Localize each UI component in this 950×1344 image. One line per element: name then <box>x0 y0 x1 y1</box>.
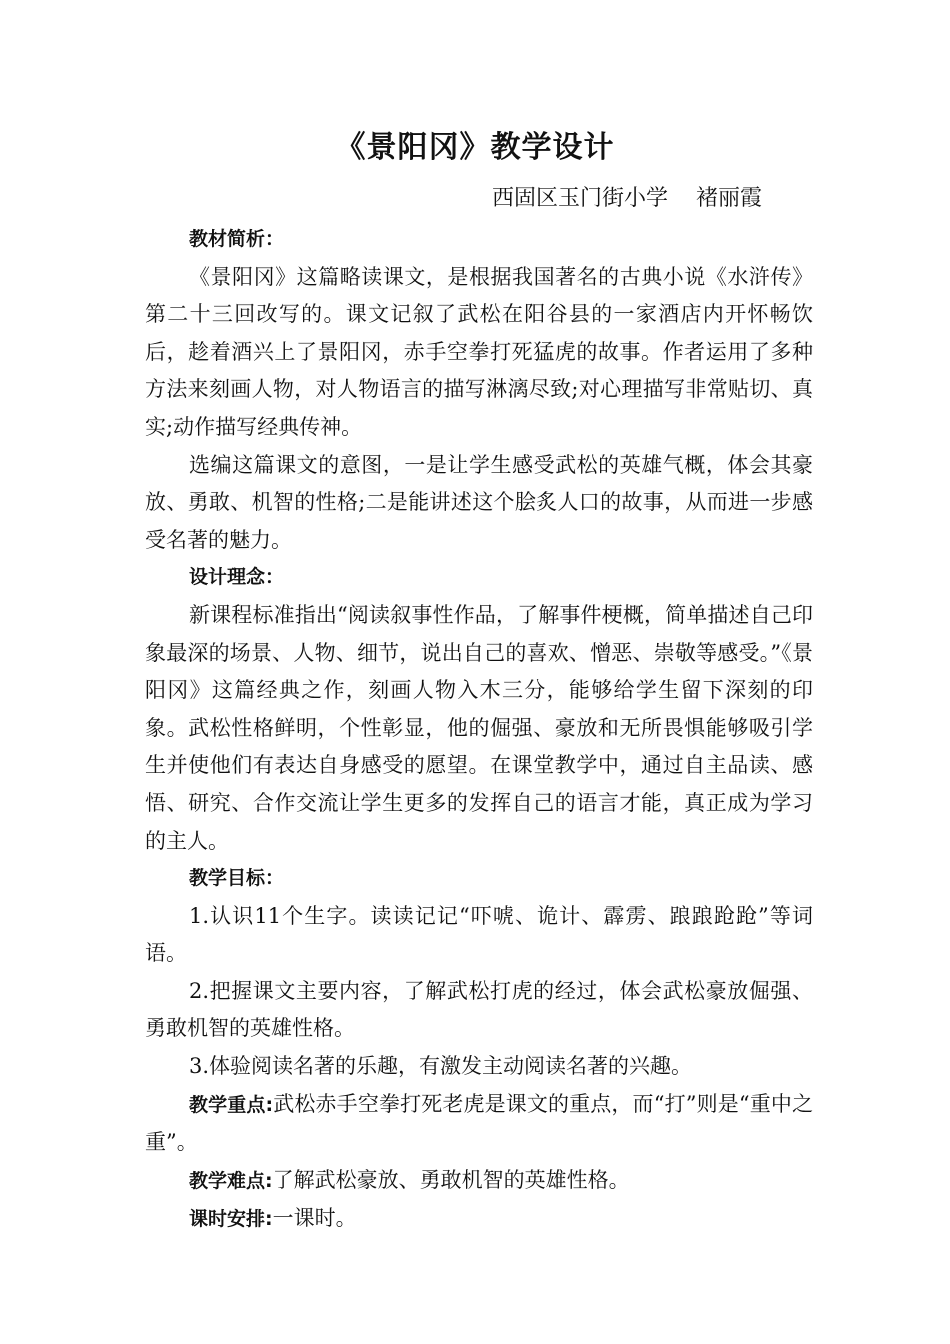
goal-item-3: 3.体验阅读名著的乐趣，有激发主动阅读名著的兴趣。 <box>189 1054 693 1079</box>
schedule-label: 课时安排: <box>189 1208 273 1231</box>
document-title: 《景阳冈》教学设计 <box>335 130 615 165</box>
author-line: 西固区玉门街小学 褚丽霞 <box>492 186 762 211</box>
goal-item-2: 2.把握课文主要内容，了解武松打虎的经过，体会武松豪放倔强、勇敢机智的英雄性格。 <box>145 978 813 1041</box>
key-points-label: 教学重点: <box>189 1093 274 1116</box>
materials-paragraph-1: 《景阳冈》这篇略读课文，是根据我国著名的古典小说《水浒传》第二十三回改写的。课文记叙了武松在阳谷县的一家酒店内开怀畅饮后，趁着酒兴上了景阳冈，赤手空拳打死猛虎的故事。作者运用了多种方法来刻画人物，对人物语言的描写淋漓尽致;对心理描写非常贴切、真实;动作描写经典传神。 <box>145 264 813 439</box>
heading-concept: 设计理念： <box>189 566 285 589</box>
difficulties-text: 了解武松豪放、勇敢机智的英雄性格。 <box>272 1167 630 1192</box>
key-points-paragraph <box>145 1086 813 1162</box>
document-body <box>145 221 813 1239</box>
materials-paragraph-2: 选编这篇课文的意图，一是让学生感受武松的英雄气概，体会其豪放、勇敢、机智的性格;二是能讲述这个脍炙人口的故事，从而进一步感受名著的魅力。 <box>145 452 813 552</box>
difficulties-label: 教学难点: <box>189 1169 273 1192</box>
heading-materials: 教材简析： <box>189 228 285 250</box>
goal-item-1: 1.认识11个生字。读读记记“吓唬、诡计、霹雳、踉踉跄跄”等词语。 <box>145 903 813 966</box>
heading-goals: 教学目标： <box>189 867 285 890</box>
schedule-text: 一课时。 <box>272 1206 357 1231</box>
schedule-paragraph <box>145 1200 813 1239</box>
concept-paragraph: 新课程标准指出“阅读叙事性作品，了解事件梗概，简单描述自己印象最深的场景、人物、细节，说出自己的喜欢、憎恶、崇敬等感受。”《景阳冈》这篇经典之作，刻画人物入木三分，能够给学生留下深刻的印象。武松性格鲜明，个性彰显，他的倔强、豪放和无所畏惧能够吸引学生并使他们有表达自身感受的愿望。在课堂教学中，通过自主品读、感悟、研究、合作交流让学生更多的发挥自己的语言才能，真正成为学习的主人。 <box>145 602 813 853</box>
difficulties-paragraph <box>145 1162 813 1201</box>
key-points-text: 武松赤手空拳打死老虎是课文的重点，而“打”则是“重中之重”。 <box>145 1091 813 1155</box>
